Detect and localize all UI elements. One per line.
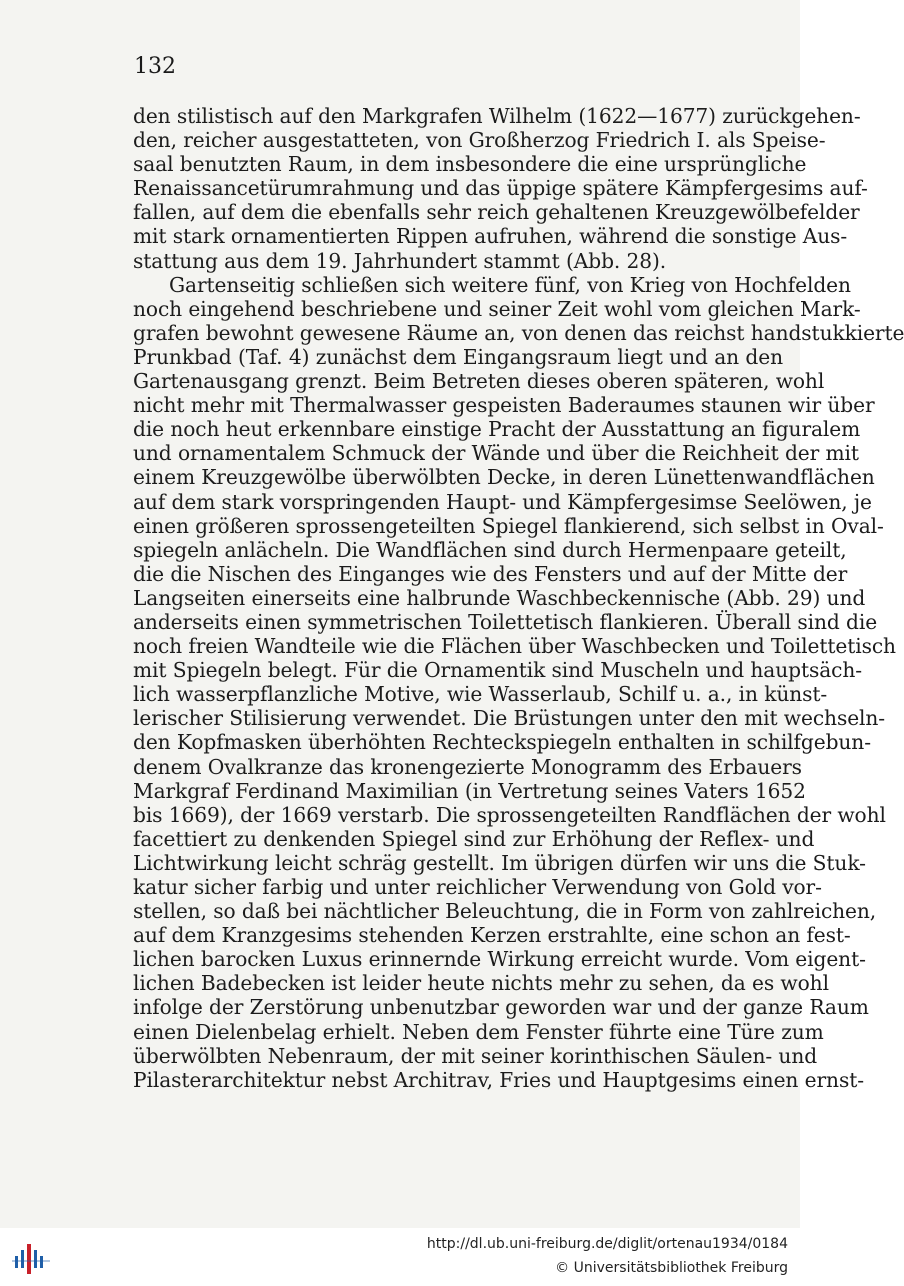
text-line: einen größeren sprossengeteilten Spiegel flankierend, sich selbst in Oval- (133, 513, 884, 538)
page-number: 132 (134, 54, 176, 79)
text-line: katur sicher farbig und unter reichlicher Verwendung von Gold vor- (133, 875, 822, 899)
text-line: den, reicher ausgestatteten, von Großherzog Friedrich I. als Speise- (133, 128, 826, 153)
text-line: mit stark ornamentierten Rippen aufruhen, während die sonstige Aus- (133, 224, 848, 249)
text-line: facettiert zu denkenden Spiegel sind zur Erhöhung der Reflex- und (133, 826, 815, 851)
text-line: auf dem stark vorspringenden Haupt- und Kämpfergesimse Seelöwen, je (133, 489, 872, 514)
text-line: fallen, auf dem die ebenfalls sehr reich gehaltenen Kreuzgewölbefelder (133, 200, 860, 225)
text-line: Pilasterarchitektur nebst Architrav, Fries und Hauptgesims einen ernst- (133, 1067, 864, 1092)
text-line: einem Kreuzgewölbe überwölbten Decke, in deren Lünettenwandflächen (133, 465, 875, 490)
text-line: anderseits einen symmetrischen Toilettetisch flankieren. Überall sind die (133, 609, 878, 634)
text-line: einen Dielenbelag erhielt. Neben dem Fenster führte eine Türe zum (133, 1019, 824, 1044)
library-logo-icon (12, 1240, 50, 1278)
text-line: stattung aus dem 19. Jahrhundert stammt (Abb. 28). (133, 248, 667, 273)
text-line: Gartenseitig schließen sich weitere fünf, von Krieg von Hochfelden (169, 272, 851, 297)
text-line: und ornamentalem Schmuck der Wände und über die Reichheit der mit (133, 441, 859, 466)
text-line: spiegeln anlächeln. Die Wandflächen sind durch Hermenpaare geteilt, (133, 537, 847, 562)
text-line: überwölbten Nebenraum, der mit seiner korinthischen Säulen- und (133, 1043, 818, 1068)
paragraph-1 (133, 104, 868, 273)
text-line: lichen barocken Luxus erinnernde Wirkung erreicht wurde. Vom eigent- (133, 947, 866, 972)
body-text (133, 104, 904, 1092)
text-line: denem Ovalkranze das kronengezierte Monogramm des Erbauers (133, 754, 802, 779)
text-line: saal benutzten Raum, in dem insbesondere die eine ursprüngliche (133, 152, 807, 177)
text-line: den Kopfmasken überhöhten Rechteckspiegeln enthalten in schilfgebun- (133, 730, 871, 755)
text-line: Lichtwirkung leicht schräg gestellt. Im übrigen dürfen wir uns die Stuk- (133, 850, 866, 875)
text-line: lich wasserpflanzliche Motive, wie Wasserlaub, Schilf u. a., in künst- (133, 682, 828, 707)
text-line: mit Spiegeln belegt. Für die Ornamentik sind Muscheln und hauptsäch- (133, 658, 862, 683)
text-line: grafen bewohnt gewesene Räume an, von denen das reichst handstukkierte (133, 320, 904, 345)
text-line: nicht mehr mit Thermalwasser gespeisten Baderaumes staunen wir über (133, 393, 875, 418)
text-line: den stilistisch auf den Markgrafen Wilhelm (1622—1677) zurückgehen- (133, 104, 861, 128)
text-line: lerischer Stilisierung verwendet. Die Brüstungen unter den mit wechseln- (133, 706, 886, 731)
text-line: Markgraf Ferdinand Maximilian (in Vertretung seines Vaters 1652 (133, 778, 806, 803)
text-line: Renaissancetürumrahmung und das üppige spätere Kämpfergesims auf- (133, 176, 868, 201)
text-line: bis 1669), der 1669 verstarb. Die sprossengeteilten Randflächen der wohl (133, 802, 886, 827)
copyright-text: © Universitätsbibliothek Freiburg (555, 1260, 788, 1276)
viewer-footer (0, 1228, 800, 1286)
text-line: infolge der Zerstörung unbenutzbar geworden war und der ganze Raum (133, 995, 869, 1020)
text-line: noch freien Wandteile wie die Flächen über Waschbecken und Toilettetisch (133, 634, 896, 659)
text-line: Gartenausgang grenzt. Beim Betreten dieses oberen späteren, wohl (133, 369, 825, 394)
text-line: auf dem Kranzgesims stehenden Kerzen erstrahlte, eine schon an fest- (133, 923, 851, 948)
text-line: noch eingehend beschriebene und seiner Zeit wohl vom gleichen Mark- (133, 296, 861, 321)
text-line: lichen Badebecken ist leider heute nichts mehr zu sehen, da es wohl (133, 971, 829, 996)
text-line: die noch heut erkennbare einstige Pracht der Ausstattung an figuralem (133, 417, 861, 442)
text-line: die die Nischen des Einganges wie des Fensters und auf der Mitte der (133, 561, 848, 586)
source-url-link[interactable]: http://dl.ub.uni-freiburg.de/diglit/ortenau1934/0184 (426, 1236, 788, 1252)
text-line: stellen, so daß bei nächtlicher Beleuchtung, die in Form von zahlreichen, (133, 899, 877, 924)
paragraph-2 (133, 272, 904, 1092)
text-line: Langseiten einerseits eine halbrunde Waschbeckennische (Abb. 29) und (133, 585, 866, 610)
text-line: Prunkbad (Taf. 4) zunächst dem Eingangsraum liegt und an den (133, 344, 783, 369)
